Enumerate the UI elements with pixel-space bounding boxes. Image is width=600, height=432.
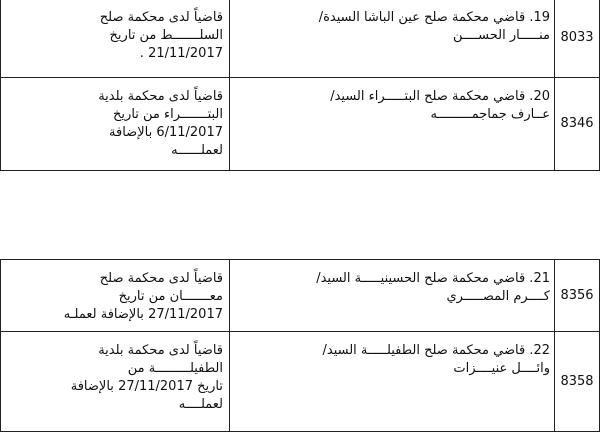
appointment-text: قاضياً لدى محكمة صلح السلـــــــط من تاريخ 21/11/2017 . bbox=[99, 10, 223, 61]
appointment-text: قاضياً لدى محكمة بلدية البتـــــــراء من تاريخ 6/11/2017 بالإضافة لعملــــــه bbox=[98, 89, 223, 158]
id-cell: 8358 bbox=[555, 332, 600, 432]
appointment-text: قاضياً لدى محكمة صلح معـــــــان من تاريخ 27/11/2017 بالإضافة لعملـه bbox=[63, 271, 223, 322]
table-row bbox=[1, 332, 600, 432]
judge-text: 22. قاضي محكمة صلح الطفيلـــــة السيد/ وائــــل عنيــــزات bbox=[322, 343, 550, 376]
judge-cell bbox=[230, 260, 555, 332]
judge-text: 21. قاضي محكمة صلح الحسينيـــــة السيد/ كــــرم المصـــــري bbox=[316, 271, 550, 304]
table-row bbox=[1, 78, 600, 171]
judge-cell bbox=[230, 332, 555, 432]
decisions-table-top bbox=[0, 0, 600, 171]
appointment-cell bbox=[1, 260, 230, 332]
appointment-cell bbox=[1, 332, 230, 432]
judge-cell bbox=[230, 0, 555, 78]
appointment-text: قاضياً لدى محكمة بلدية الطفيلـــــــــة من تاريخ 27/11/2017 بالإضافة لعملــــه bbox=[70, 343, 223, 412]
decisions-table-bottom bbox=[0, 259, 600, 432]
table-row bbox=[1, 260, 600, 332]
judge-text: 20. قاضي محكمة صلح البتـــــراء السيد/ عــارف جماجمـــــــــه bbox=[330, 89, 550, 122]
judge-text: 19. قاضي محكمة صلح عين الباشا السيدة/ منـــــار الحســــن bbox=[318, 10, 550, 43]
id-cell: 8356 bbox=[555, 260, 600, 332]
appointment-cell bbox=[1, 0, 230, 78]
judge-cell bbox=[230, 78, 555, 171]
table-row bbox=[1, 0, 600, 78]
appointment-cell bbox=[1, 78, 230, 171]
id-cell: 8033 bbox=[555, 0, 600, 78]
id-cell: 8346 bbox=[555, 78, 600, 171]
